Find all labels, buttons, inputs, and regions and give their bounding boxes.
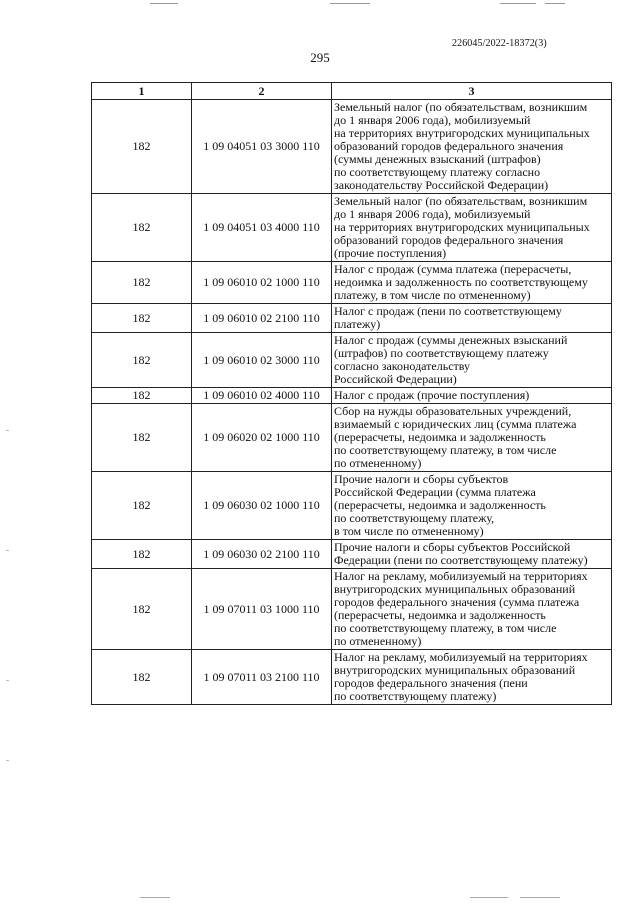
column-header-1: 1: [92, 83, 192, 100]
page-number: 295: [310, 50, 330, 65]
description-line: (перерасчеты, недоимка и задолженность: [334, 430, 546, 444]
description-line: взимаемый с юридических лиц (сумма платежа: [334, 417, 577, 431]
admin-code-cell: 182: [92, 540, 192, 569]
budget-code-cell: 1 09 06010 02 4000 110: [192, 388, 332, 404]
description-line: до 1 января 2006 года), мобилизуемый: [334, 113, 531, 127]
admin-code-cell: 182: [92, 388, 192, 404]
admin-code-cell: 182: [92, 650, 192, 705]
description-line: Земельный налог (по обязательствам, возникшим: [334, 100, 588, 114]
description-line: по соответствующему платежу согласно: [334, 165, 541, 179]
budget-code-cell: 1 09 07011 03 2100 110: [192, 650, 332, 705]
admin-code-cell: 182: [92, 404, 192, 472]
description-line: Прочие налоги и сборы субъектов Российской: [334, 540, 571, 554]
description-line: согласно законодательству: [334, 359, 471, 373]
description-line: Налог с продаж (прочие поступления): [334, 388, 530, 402]
description-line: (штрафов) по соответствующему платежу: [334, 346, 549, 360]
description-line: Российской Федерации (сумма платежа: [334, 485, 536, 499]
description-line: на территориях внутригородских муниципальных: [334, 126, 590, 140]
description-line: до 1 января 2006 года), мобилизуемый: [334, 207, 531, 221]
budget-code-cell: 1 09 04051 03 4000 110: [192, 194, 332, 262]
admin-code-cell: 182: [92, 100, 192, 194]
top-scan-edge: [0, 0, 640, 6]
description-line: Российской Федерации): [334, 372, 457, 386]
description-line: Прочие налоги и сборы субъектов: [334, 472, 509, 486]
table-row: [92, 333, 612, 388]
description-line: Налог с продаж (сумма платежа (перерасчеты,: [334, 262, 572, 276]
description-line: Налог на рекламу, мобилизуемый на территориях: [334, 569, 588, 583]
admin-code-cell: 182: [92, 304, 192, 333]
budget-codes-table: [91, 82, 612, 705]
description-line: по соответствующему платежу, в том числе: [334, 443, 557, 457]
description-line: городов федерального значения (пени: [334, 676, 528, 690]
column-header-2: 2: [192, 83, 332, 100]
description-cell: [332, 569, 612, 650]
table-row: [92, 262, 612, 304]
budget-code-cell: 1 09 06030 02 2100 110: [192, 540, 332, 569]
admin-code-cell: 182: [92, 569, 192, 650]
description-line: на территориях внутригородских муниципальных: [334, 220, 590, 234]
description-line: по отмененному): [334, 456, 422, 470]
table-row: [92, 650, 612, 705]
description-line: платежу): [334, 317, 381, 331]
description-cell: [332, 540, 612, 569]
description-line: Налог на рекламу, мобилизуемый на территориях: [334, 650, 588, 664]
description-cell: [332, 650, 612, 705]
description-line: образований городов федерального значения: [334, 233, 564, 247]
budget-code-cell: 1 09 04051 03 3000 110: [192, 100, 332, 194]
table-row: [92, 388, 612, 404]
description-line: городов федерального значения (сумма платежа: [334, 595, 580, 609]
description-cell: [332, 194, 612, 262]
budget-code-cell: 1 09 07011 03 1000 110: [192, 569, 332, 650]
admin-code-cell: 182: [92, 194, 192, 262]
table-row: [92, 404, 612, 472]
description-line: (прочие поступления): [334, 246, 447, 260]
column-header-3: 3: [332, 83, 612, 100]
description-cell: [332, 304, 612, 333]
description-line: внутригородских муниципальных образований: [334, 582, 576, 596]
description-line: платежу, в том числе по отмененному): [334, 288, 531, 302]
description-cell: [332, 262, 612, 304]
table-row: [92, 472, 612, 540]
admin-code-cell: 182: [92, 333, 192, 388]
description-line: в том числе по отмененному): [334, 524, 484, 538]
admin-code-cell: 182: [92, 262, 192, 304]
table-header-row: [92, 83, 612, 100]
description-line: недоимка и задолженность по соответствующему: [334, 275, 588, 289]
table-row: [92, 540, 612, 569]
description-cell: [332, 388, 612, 404]
description-line: Сбор на нужды образовательных учреждений,: [334, 404, 572, 418]
left-margin-marks: [4, 430, 12, 760]
description-line: (перерасчеты, недоимка и задолженность: [334, 498, 546, 512]
description-cell: [332, 100, 612, 194]
description-cell: [332, 404, 612, 472]
description-line: Налог с продаж (суммы денежных взысканий: [334, 333, 568, 347]
bottom-scan-edge: [0, 893, 640, 903]
description-line: по соответствующему платежу,: [334, 511, 495, 525]
description-line: (перерасчеты, недоимка и задолженность: [334, 608, 546, 622]
budget-code-cell: 1 09 06010 02 3000 110: [192, 333, 332, 388]
admin-code-cell: 182: [92, 472, 192, 540]
description-line: по соответствующему платежу): [334, 689, 497, 703]
description-line: внутригородских муниципальных образований: [334, 663, 576, 677]
description-line: Федерации (пени по соответствующему платежу): [334, 553, 588, 567]
table-row: [92, 569, 612, 650]
description-line: по соответствующему платежу, в том числе: [334, 621, 557, 635]
description-line: Налог с продаж (пени по соответствующему: [334, 304, 562, 318]
description-line: законодательству Российской Федерации): [334, 178, 549, 192]
description-cell: [332, 333, 612, 388]
description-line: Земельный налог (по обязательствам, возникшим: [334, 194, 588, 208]
budget-code-cell: 1 09 06010 02 1000 110: [192, 262, 332, 304]
budget-code-cell: 1 09 06010 02 2100 110: [192, 304, 332, 333]
description-line: по отмененному): [334, 634, 422, 648]
table-row: [92, 194, 612, 262]
description-cell: [332, 472, 612, 540]
budget-code-cell: 1 09 06020 02 1000 110: [192, 404, 332, 472]
description-line: (суммы денежных взысканий (штрафов): [334, 152, 541, 166]
table-row: [92, 100, 612, 194]
budget-code-cell: 1 09 06030 02 1000 110: [192, 472, 332, 540]
description-line: образований городов федерального значения: [334, 139, 564, 153]
table-row: [92, 304, 612, 333]
registration-number: 226045/2022-18372(3): [452, 38, 547, 49]
